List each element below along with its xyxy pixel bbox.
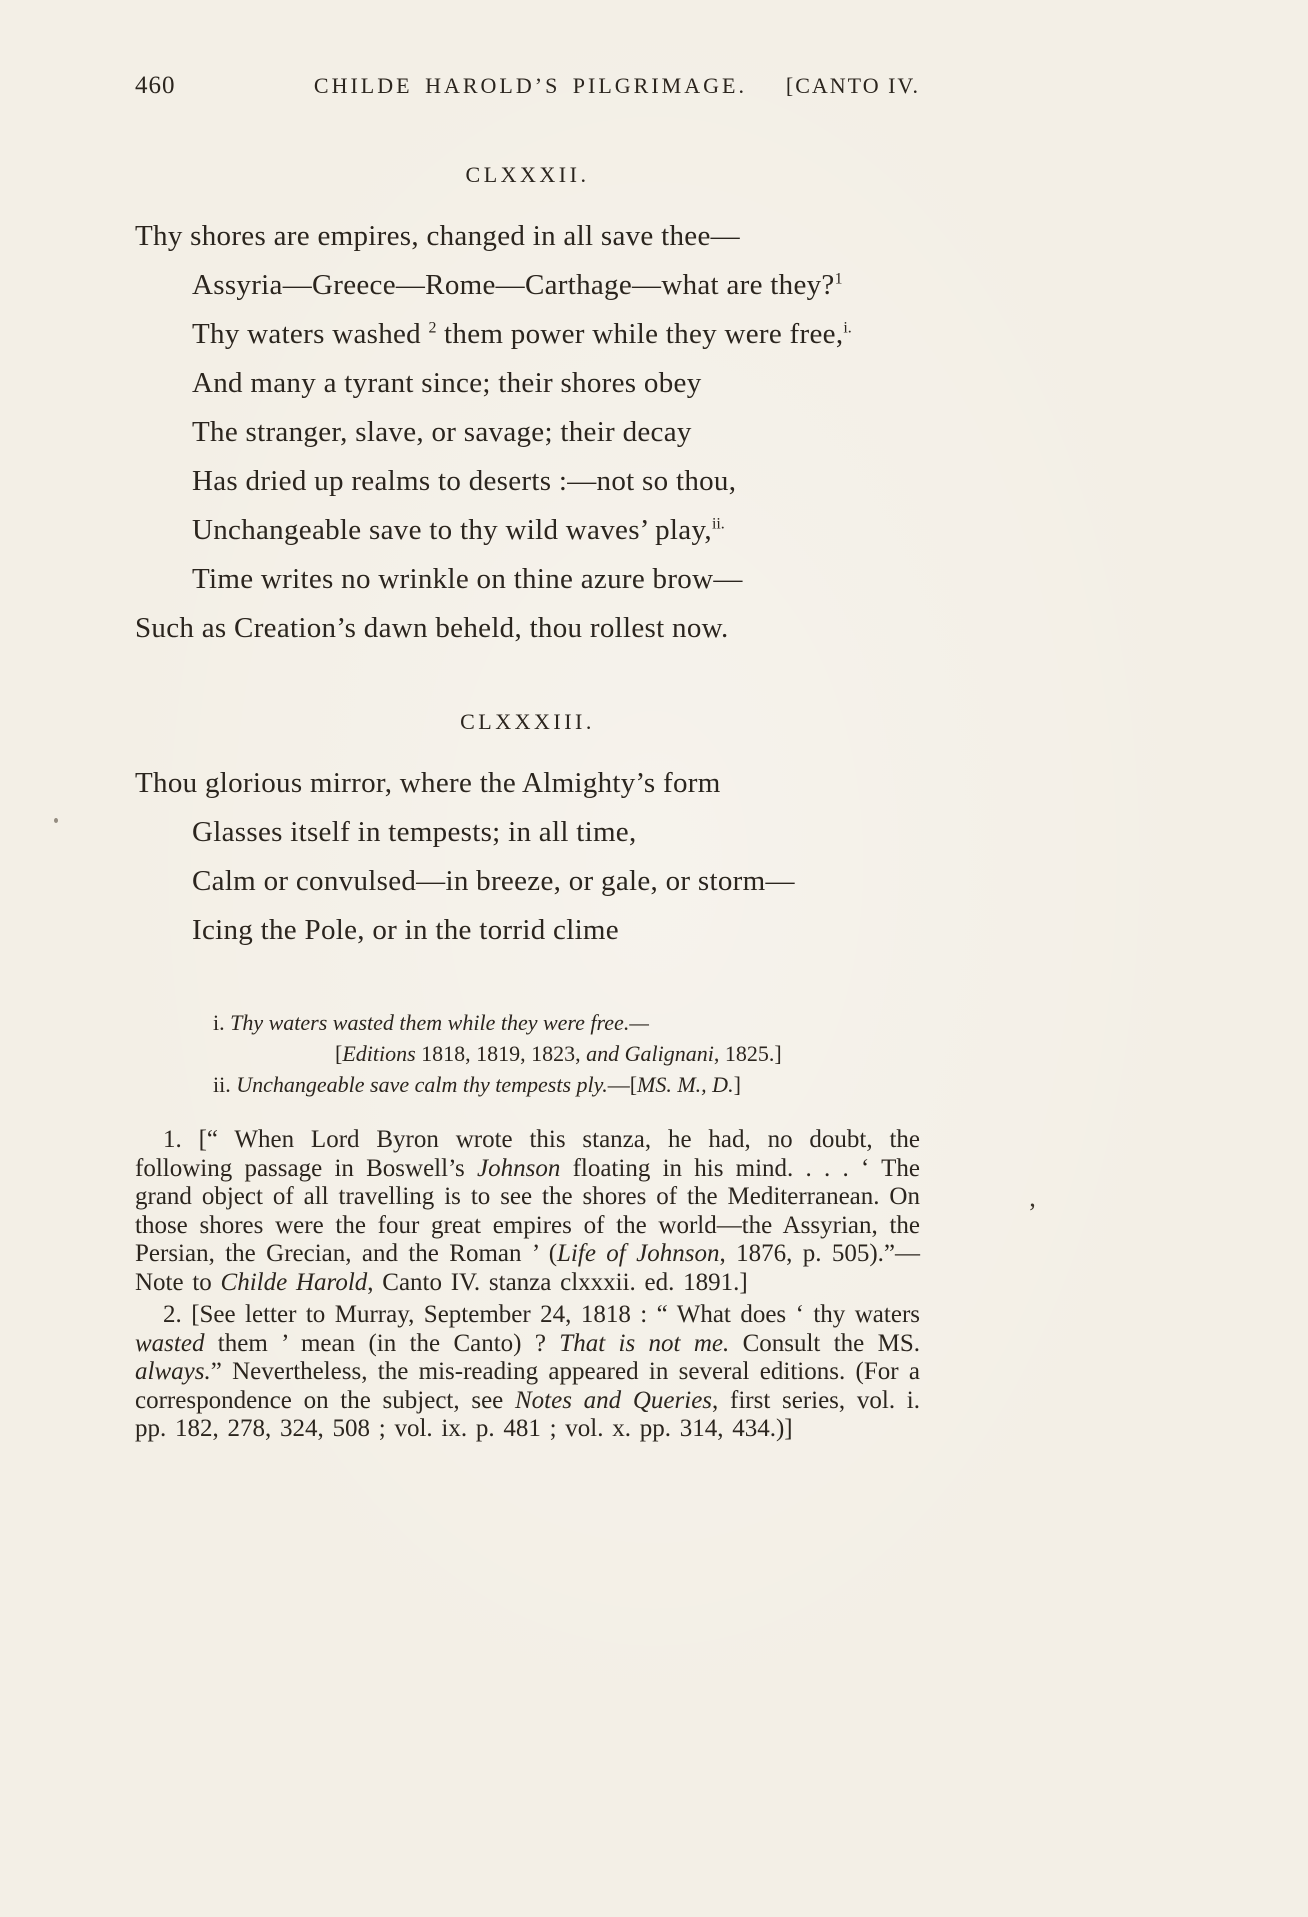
variant-note-line [213, 1069, 920, 1100]
text-segment: , first series, vol. i. pp. 182, 278, 324, 508 ; vol. ix. p. 481 ; vol. x. pp. 314, 434.)] [135, 1386, 920, 1442]
text-segment: Calm or convulsed—in breeze, or gale, or storm— [192, 865, 795, 897]
verse-line [135, 808, 920, 857]
text-segment: Thy waters washed [192, 318, 429, 350]
text-segment: them power while they were free, [436, 318, 844, 350]
text-segment: Has dried up realms to deserts :—not so thou, [192, 465, 737, 497]
running-title: CHILDE HAROLD’S PILGRIMAGE. [313, 73, 747, 98]
verse-line [135, 310, 920, 359]
text-segment: Assyria—Greece—Rome—Carthage—what are they? [192, 269, 835, 301]
text-segment: The stranger, slave, or savage; their decay [192, 416, 692, 448]
verse-line [135, 261, 920, 310]
text-segment: ” Nevertheless, the mis-reading appeared in several editions. (For a correspondence on the subject, see [135, 1358, 920, 1414]
scan-artifact-dot [54, 818, 58, 823]
verse-line [135, 555, 920, 604]
verse-line [135, 359, 920, 408]
text-segment: 2. [See letter to Murray, September 24, 1818 : “ What does ‘ thy waters [163, 1301, 920, 1328]
verse-line [135, 506, 920, 555]
text-segment: , 1876, p. 505).”—Note to [135, 1240, 920, 1296]
text-segment: and Galignani [586, 1041, 714, 1066]
text-segment: Consult the MS. [729, 1329, 920, 1357]
text-segment: Icing the Pole, or in the torrid clime [192, 914, 619, 946]
text-segment: Glasses itself in tempests; in all time, [192, 816, 637, 848]
text-segment: Unchangeable save calm thy tempests ply. [236, 1072, 608, 1097]
variant-note-line [213, 1038, 920, 1069]
stanza-heading-clxxxii: CLXXXII. [465, 162, 590, 187]
text-segment: Such as Creation’s dawn beheld, thou rollest now. [135, 612, 729, 644]
footnote-reference: ii. [711, 515, 725, 533]
footnote-reference: 1 [834, 270, 843, 288]
text-segment: , 1825.] [713, 1041, 782, 1066]
canto-label: [CANTO IV. [785, 73, 920, 98]
text-segment: i. [213, 1010, 231, 1035]
text-segment: Thy waters wasted them while they were free.— [230, 1010, 649, 1035]
text-segment: 1. [“ When Lord Byron wrote this stanza, he had, no doubt, the following passage in Boswell’s [135, 1126, 920, 1182]
stanza-clxxxii [135, 162, 920, 653]
footnote-2 [135, 1301, 920, 1444]
text-segment: Childe Harold [220, 1268, 368, 1296]
stanza-clxxxii-verse [135, 212, 920, 653]
text-segment: MS. M., D. [637, 1072, 734, 1097]
text-segment: Editions [342, 1041, 416, 1066]
footnote-reference: 2 [428, 319, 437, 337]
text-segment: wasted [135, 1329, 205, 1357]
verse-line [135, 212, 920, 261]
text-segment: Time writes no wrinkle on thine azure brow— [192, 563, 743, 595]
verse-line [135, 408, 920, 457]
page-header [135, 72, 920, 100]
text-segment: them ’ mean (in the Canto) ? [204, 1329, 560, 1357]
verse-line [135, 857, 920, 906]
text-segment: Johnson [477, 1154, 561, 1182]
verse-line [135, 457, 920, 506]
verse-line [135, 759, 920, 808]
text-segment: —[ [607, 1072, 638, 1097]
text-segment: ] [733, 1072, 741, 1097]
text-segment: [ [335, 1041, 343, 1066]
text-segment: Life of Johnson [557, 1240, 720, 1267]
text-segment: Unchangeable save to thy wild waves’ play, [192, 514, 712, 546]
text-segment: Thou glorious mirror, where the Almighty’s form [135, 767, 721, 799]
verse-line [135, 604, 920, 653]
footnote-reference: i. [843, 319, 852, 337]
text-segment: 1818, 1819, 1823, [415, 1041, 587, 1066]
variant-note-line [213, 1007, 920, 1038]
stanza-heading-clxxxiii: CLXXXIII. [460, 709, 595, 734]
text-segment: always. [135, 1358, 211, 1385]
text-segment: floating in his mind. . . . ‘ The grand object of all travelling is to see the shores of the Mediterranean. On those shores were the four great empires of the world—the Assyrian, the Persian, the Grecian, and the Roman ’ ( [135, 1154, 921, 1267]
text-segment: Notes and Queries [514, 1386, 713, 1414]
text-segment: ii. [213, 1072, 237, 1097]
text-segment: , Canto IV. stanza clxxxii. ed. 1891.] [367, 1268, 748, 1296]
variant-notes [135, 1007, 920, 1100]
footnotes [135, 1126, 920, 1444]
text-segment: That is not me. [559, 1329, 730, 1357]
page-number: 460 [135, 72, 176, 99]
footnote-1 [135, 1126, 920, 1297]
scan-artifact-mark: ’ [1028, 1198, 1037, 1227]
stanza-clxxxiii-verse [135, 759, 920, 955]
text-segment: And many a tyrant since; their shores obey [192, 367, 702, 399]
verse-line [135, 906, 920, 955]
text-segment: Thy shores are empires, changed in all save thee— [135, 220, 740, 252]
stanza-clxxxiii [135, 709, 920, 955]
